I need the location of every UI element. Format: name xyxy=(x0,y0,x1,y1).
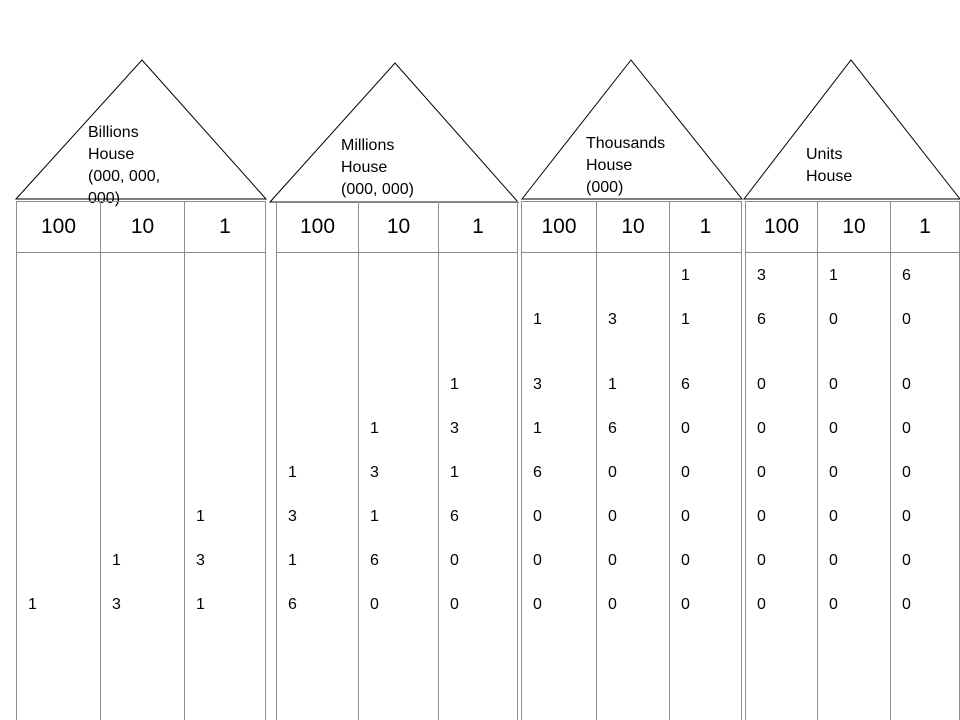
column-header: 10 xyxy=(597,201,669,253)
column-header: 100 xyxy=(522,201,596,253)
digit-cell: 0 xyxy=(829,508,838,525)
digit-cell: 3 xyxy=(450,420,459,437)
column-header: 1 xyxy=(891,201,959,253)
billions-column-10 xyxy=(100,201,184,720)
digit-cell: 0 xyxy=(902,596,911,613)
digit-cell: 0 xyxy=(902,420,911,437)
digit-cell: 0 xyxy=(608,464,617,481)
digit-cell: 0 xyxy=(829,464,838,481)
digit-cell: 0 xyxy=(370,596,379,613)
digit-cell: 6 xyxy=(902,267,911,284)
digit-cell: 1 xyxy=(681,311,690,328)
digit-cell: 0 xyxy=(533,552,542,569)
units-house-label: Units House xyxy=(806,146,853,185)
digit-cell: 0 xyxy=(829,311,838,328)
digit-cell: 3 xyxy=(112,596,121,613)
digit-cell: 0 xyxy=(681,552,690,569)
thousands-column-100 xyxy=(521,201,596,720)
digit-cell: 0 xyxy=(757,420,766,437)
digit-cell: 1 xyxy=(370,508,379,525)
digit-cell: 0 xyxy=(902,311,911,328)
column-header: 10 xyxy=(818,201,890,253)
column-header: 1 xyxy=(439,201,517,253)
digit-cell: 1 xyxy=(288,464,297,481)
digit-cell: 0 xyxy=(757,464,766,481)
digit-cell: 6 xyxy=(533,464,542,481)
digit-cell: 0 xyxy=(450,596,459,613)
billions-column-100 xyxy=(16,201,100,720)
digit-cell: 0 xyxy=(902,508,911,525)
digit-cell: 1 xyxy=(196,508,205,525)
column-header: 100 xyxy=(17,201,100,253)
units-column-100 xyxy=(745,201,817,720)
column-header: 10 xyxy=(101,201,184,253)
digit-cell: 0 xyxy=(902,464,911,481)
digit-cell: 3 xyxy=(196,552,205,569)
millions-column-100 xyxy=(276,201,358,720)
digit-cell: 0 xyxy=(608,552,617,569)
digit-cell: 1 xyxy=(196,596,205,613)
column-header: 1 xyxy=(670,201,741,253)
digit-cell: 1 xyxy=(288,552,297,569)
digit-cell: 1 xyxy=(533,311,542,328)
digit-cell: 1 xyxy=(28,596,37,613)
digit-cell: 1 xyxy=(112,552,121,569)
digit-cell: 1 xyxy=(681,267,690,284)
digit-cell: 3 xyxy=(288,508,297,525)
digit-cell: 0 xyxy=(533,508,542,525)
digit-cell: 0 xyxy=(829,596,838,613)
digit-cell: 0 xyxy=(757,596,766,613)
digit-cell: 0 xyxy=(681,420,690,437)
digit-cell: 1 xyxy=(608,376,617,393)
digit-cell: 0 xyxy=(757,508,766,525)
digit-cell: 3 xyxy=(757,267,766,284)
column-header: 10 xyxy=(359,201,438,253)
digit-cell: 6 xyxy=(450,508,459,525)
digit-cell: 1 xyxy=(450,376,459,393)
column-header: 100 xyxy=(277,201,358,253)
digit-cell: 0 xyxy=(757,376,766,393)
digit-cell: 6 xyxy=(757,311,766,328)
billions-column-1 xyxy=(184,201,266,720)
units-column-1 xyxy=(890,201,960,720)
digit-cell: 0 xyxy=(681,508,690,525)
digit-cell: 3 xyxy=(533,376,542,393)
millions-house-label: Millions House (000, 000) xyxy=(341,137,414,198)
millions-column-1 xyxy=(438,201,518,720)
column-header: 100 xyxy=(746,201,817,253)
digit-cell: 1 xyxy=(370,420,379,437)
digit-cell: 3 xyxy=(370,464,379,481)
digit-cell: 1 xyxy=(533,420,542,437)
digit-cell: 0 xyxy=(450,552,459,569)
digit-cell: 0 xyxy=(829,376,838,393)
digit-cell: 0 xyxy=(902,552,911,569)
thousands-column-10 xyxy=(596,201,669,720)
digit-cell: 0 xyxy=(829,420,838,437)
digit-cell: 0 xyxy=(608,596,617,613)
digit-cell: 0 xyxy=(533,596,542,613)
digit-cell: 0 xyxy=(681,596,690,613)
billions-house-label: Billions House (000, 000, 000) xyxy=(88,124,161,207)
millions-column-10 xyxy=(358,201,438,720)
thousands-house-label: Thousands House (000) xyxy=(586,135,666,196)
digit-cell: 6 xyxy=(608,420,617,437)
digit-cell: 0 xyxy=(902,376,911,393)
digit-cell: 6 xyxy=(370,552,379,569)
digit-cell: 6 xyxy=(288,596,297,613)
digit-cell: 1 xyxy=(829,267,838,284)
digit-cell: 0 xyxy=(757,552,766,569)
thousands-column-1 xyxy=(669,201,742,720)
digit-cell: 6 xyxy=(681,376,690,393)
column-header: 1 xyxy=(185,201,265,253)
digit-cell: 0 xyxy=(608,508,617,525)
digit-cell: 1 xyxy=(450,464,459,481)
digit-cell: 0 xyxy=(829,552,838,569)
digit-cell: 0 xyxy=(681,464,690,481)
units-column-10 xyxy=(817,201,890,720)
digit-cell: 3 xyxy=(608,311,617,328)
